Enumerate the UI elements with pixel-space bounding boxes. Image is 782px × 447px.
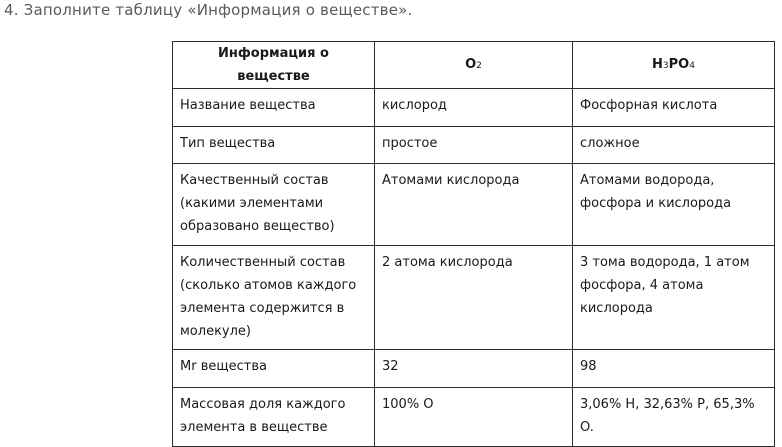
table-row	[173, 388, 775, 447]
cell-h3po4-qualitative: Атомами водорода, фосфора и кислорода	[573, 164, 775, 246]
row-label-type: Тип вещества	[173, 127, 375, 164]
cell-o2-mass-fraction: 100% O	[375, 388, 573, 447]
cell-h3po4-quantitative: 3 тома водорода, 1 атом фосфора, 4 атома кислорода	[573, 246, 775, 350]
table-row	[173, 350, 775, 388]
table-row	[173, 246, 775, 350]
row-label-mr: Mr вещества	[173, 350, 375, 388]
row-label-name: Название вещества	[173, 89, 375, 127]
row-label-qualitative: Качественный состав (какими элементами образовано вещество)	[173, 164, 375, 246]
table-header-row	[173, 42, 775, 89]
task-title: 4. Заполните таблицу «Информация о веществе».	[4, 1, 413, 19]
table-row	[173, 164, 775, 246]
cell-o2-type: простое	[375, 127, 573, 164]
table-row	[173, 89, 775, 127]
row-label-mass-fraction: Массовая доля каждого элемента в веществе	[173, 388, 375, 447]
cell-o2-name: кислород	[375, 89, 573, 127]
cell-h3po4-type: сложное	[573, 127, 775, 164]
cell-o2-mr: 32	[375, 350, 573, 388]
header-info: Информация о веществе	[173, 42, 375, 89]
header-h3po4: H3PO4	[573, 42, 775, 89]
cell-o2-qualitative: Атомами кислорода	[375, 164, 573, 246]
substance-info-table	[172, 41, 775, 447]
row-label-quantitative: Количественный состав (сколько атомов каждого элемента содержится в молекуле)	[173, 246, 375, 350]
cell-o2-quantitative: 2 атома кислорода	[375, 246, 573, 350]
cell-h3po4-name: Фосфорная кислота	[573, 89, 775, 127]
header-o2: O2	[375, 42, 573, 89]
table-row	[173, 127, 775, 164]
cell-h3po4-mass-fraction: 3,06% H, 32,63% P, 65,3% O.	[573, 388, 775, 447]
cell-h3po4-mr: 98	[573, 350, 775, 388]
